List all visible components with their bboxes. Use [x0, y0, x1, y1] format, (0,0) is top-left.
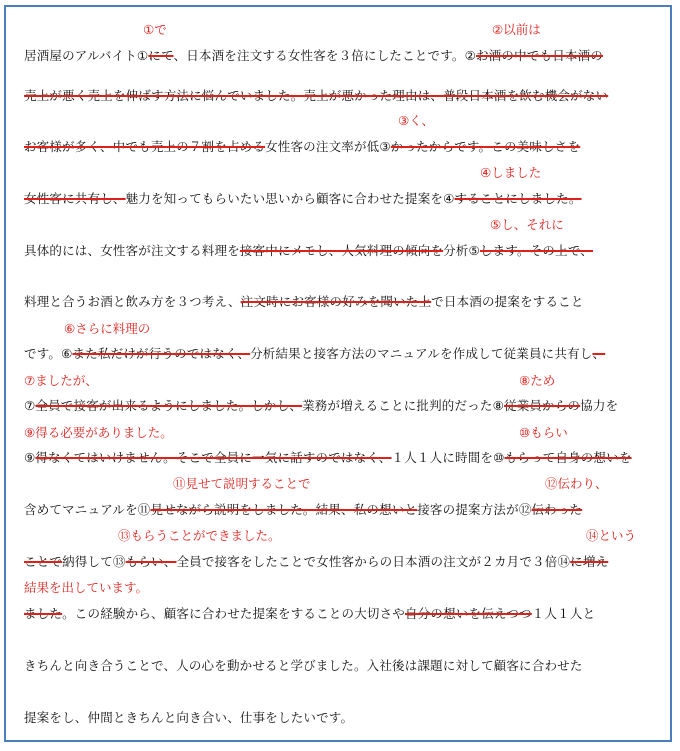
deleted-text: ことで [24, 554, 63, 569]
deleted-text: 女性客に共有し、 [24, 191, 126, 206]
text-span: 料理と合うお酒と飲み方を３つ考え、 [24, 294, 241, 309]
text-span: 業務が増えることに批判的だった⑧ [302, 398, 505, 413]
text-span: 。この経験から、顧客に合わせた提案をすることの大切さや [62, 606, 406, 621]
text-span: 居酒屋のアルバイト① [24, 48, 149, 63]
text-span: 提案をし、仲間ときちんと向き合い、仕事をしたいです。 [24, 710, 354, 725]
text-line-1 [24, 46, 603, 64]
correction-8: ⑧ため [519, 373, 556, 388]
deleted-text: 売上が悪く売上を伸ばす方法に悩んでいました。売上が悪かった理由は [24, 88, 431, 103]
deleted-text: また私だけが行うのではなく、 [72, 346, 251, 361]
text-span: １人１人に時間を⑩ [391, 450, 505, 465]
deleted-text: お酒の中でも日本酒の [476, 48, 604, 63]
deleted-text: 注文時にお客様の好みを聞いた上 [240, 294, 432, 309]
text-line-13 [24, 656, 583, 674]
correction-4: ④しました [480, 165, 542, 180]
deleted-text: 従業員からの [504, 398, 581, 413]
correction-14: ⑭という [586, 528, 637, 543]
text-line-10 [24, 500, 582, 518]
text-span: １人１人と [531, 606, 596, 621]
text-span: 魅力を知ってもらいたい思いから顧客に合わせた提案を④ [125, 191, 455, 206]
deleted-text: 得なくてはいけません。そこで全員に一気に話すのではなく、 [35, 450, 392, 465]
deleted-text: ました [24, 606, 63, 621]
text-span: 、日本酒を注文する女性客を３倍にしたことです。② [173, 48, 477, 63]
deleted-text: 見せながら説明をしました。結果、私の想いと [150, 502, 418, 517]
deleted-text: お客様が多く、中でも売上の７割を占める [24, 139, 266, 154]
text-line-3 [24, 137, 580, 155]
correction-15: 結果を出しています。 [24, 580, 149, 595]
correction-2: ②以前は [492, 22, 541, 37]
text-span: 含めてマニュアルを⑪ [24, 502, 151, 517]
deleted-text: します。その上で、 [479, 243, 593, 258]
correction-12: ⑫伝わり、 [545, 476, 608, 491]
text-span: です。⑥ [24, 346, 73, 361]
text-line-5 [24, 241, 593, 259]
deleted-text: 自分の想いを伝えつつ [405, 606, 532, 621]
document-frame [4, 5, 672, 742]
deleted-text: かったからです。この美味しさを [390, 139, 581, 154]
text-line-4 [24, 189, 582, 207]
text-line-9 [24, 448, 632, 466]
correction-5: ⑤し、それに [490, 217, 564, 232]
text-span: 具体的には、女性客が注文する料理を [24, 243, 240, 258]
deleted-text: 普段日本酒を飲む機会がない [443, 88, 609, 103]
correction-9: ⑨得る必要がありました。 [24, 425, 173, 440]
correction-10: ⑩もらい [519, 425, 568, 440]
text-span: で日本酒の提案をすること [431, 294, 584, 309]
text-span: ⑦ [24, 398, 36, 413]
correction-1: ①で [143, 22, 167, 37]
deleted-text: 伝わった [531, 502, 583, 517]
text-span: 接客の提案方法が⑫ [417, 502, 532, 517]
text-span: 女性客の注文率が低③ [265, 139, 391, 154]
correction-13: ⑬もらうことができました。 [118, 528, 281, 543]
deleted-text: 接客中にメモし、人気料理の傾向を [239, 243, 444, 258]
text-line-11 [24, 552, 608, 570]
text-span: 納得して⑬ [62, 554, 126, 569]
text-line-8 [24, 396, 618, 414]
text-line-2 [24, 86, 608, 104]
correction-7: ⑦ましたが、 [24, 373, 98, 388]
deleted-text: 、 [592, 346, 606, 361]
correction-3: ③く、 [398, 113, 434, 128]
text-span: 分析⑤ [443, 243, 480, 258]
text-span: 分析結果と接客方法のマニュアルを作成して従業員に共有し [250, 346, 593, 361]
text-line-7 [24, 344, 605, 362]
correction-6: ⑥さらに料理の [64, 321, 151, 336]
deleted-text: することにしました。 [454, 191, 582, 206]
deleted-text: に増え [570, 554, 609, 569]
text-line-12 [24, 604, 595, 622]
text-span: きちんと向き合うことで、人の心を動かせると学びました。入社後は課題に対して顧客に合わせた [24, 658, 583, 673]
text-line-6 [24, 292, 584, 310]
deleted-text: にて [148, 48, 174, 63]
deleted-text: もらい、 [125, 554, 177, 569]
text-span: 全員で接客をしたことで女性客からの日本酒の注文が２カ月で３倍⑭ [176, 554, 571, 569]
deleted-text: もらって自身の想いを [504, 450, 632, 465]
correction-11: ⑪見せて説明することで [173, 476, 311, 491]
deleted-text: 全員で接客が出来るようにしました。しかし、 [35, 398, 303, 413]
deleted-text: 、 [430, 88, 444, 103]
text-line-14 [24, 708, 353, 726]
text-span: ⑨ [24, 450, 36, 465]
text-span: 協力を [580, 398, 619, 413]
